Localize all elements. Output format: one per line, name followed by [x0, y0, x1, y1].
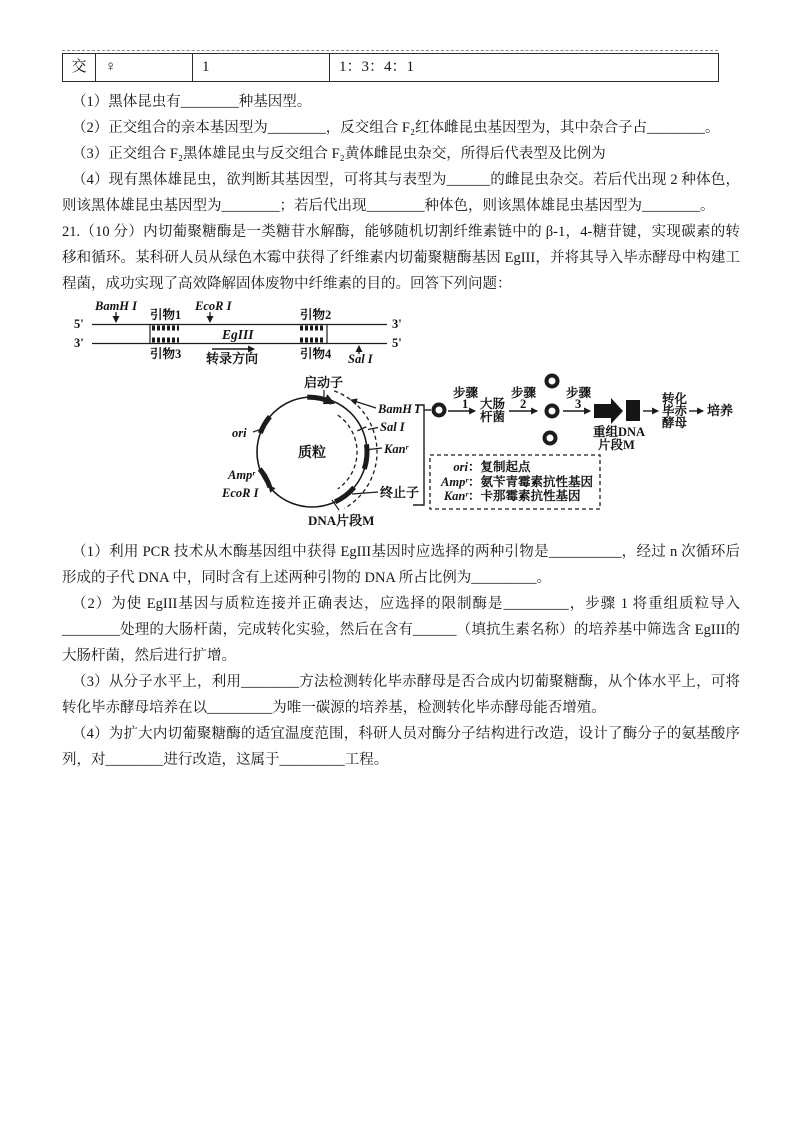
ori-arc	[260, 417, 270, 434]
transform-label-line1: 转化	[662, 392, 688, 406]
step2-number: 2	[520, 397, 527, 411]
bottom-left-3prime: 3'	[74, 336, 84, 350]
kan-leader	[369, 448, 382, 450]
amp-label: Ampʳ	[228, 468, 255, 482]
fragment-label: DNA片段M	[308, 513, 375, 528]
q20-item-4: （4）现有黑体雄昆虫，欲判断其基因型，可将其与表型为______的雌昆虫杂交。若后代出现 2 种体色，则该黑体雄昆虫基因型为________；若后代出现________种体色，则该黑体雄昆虫基因型为________。	[62, 172, 740, 214]
gene-engineering-diagram	[62, 297, 742, 539]
dna-template-group	[74, 299, 402, 366]
ecoli-label-line1: 大肠	[480, 397, 506, 411]
q21-item-2: （2）为使 EgIII基因与质粒连接并正确表达，应选择的限制酶是_________，步骤 1 将重组质粒导入________处理的大肠杆菌，完成转化实验，然后在含有______（填抗生素名称）的培养基中筛选含 EgIII的大肠杆菌，然后进行扩增。	[62, 596, 740, 664]
q21-figure	[62, 297, 742, 539]
transform-label-line3: 酵母	[662, 416, 688, 430]
step3-number: 3	[575, 397, 582, 411]
table-cell-ratio: 1：3：4：1	[330, 54, 719, 82]
legend-ori-desc: ：复制起点	[468, 460, 531, 474]
q21-item-1: （1）利用 PCR 技术从木酶基因组中获得 EgIII基因时应选择的两种引物是__________，经过 n 次循环后形成的子代 DNA 中，同时含有上述两种引物的 DNA 所占比例为_________。	[62, 544, 740, 586]
primer4-label: 引物4	[300, 347, 332, 361]
step3-label: 步骤	[566, 386, 592, 400]
ecoli-label-line2: 杆菌	[480, 410, 506, 424]
legend-amp-name: Ampʳ	[441, 475, 468, 489]
kan-label: Kanʳ	[384, 442, 409, 456]
bamhi-plasmid-label: BamH I	[378, 402, 421, 416]
terminator-arc	[335, 487, 354, 501]
terminator-label: 终止子	[380, 485, 420, 500]
q21-stem: 21.（10 分）内切葡聚糖酶是一类糖苷水解酶，能够随机切割纤维素链中的 β-1，4-糖苷键，实现碳素的转移和循环。某科研人员从绿色木霉中获得了纤维素内切葡聚糖酶基因 EgIII，并将其导入毕赤酵母中构建工程菌，成功实现了高效降解固体废物中纤维素的目的。回答下列问题：	[62, 224, 740, 292]
ecori-site-label: EcoR I	[195, 299, 232, 313]
q20-item-1: （1）黑体昆虫有________种基因型。	[72, 94, 312, 110]
bamhi-site-label: BamH I	[95, 299, 138, 313]
fragment-inner-dashed-arc	[338, 415, 357, 489]
plasmid-group	[221, 375, 421, 528]
primer1-label: 引物1	[150, 308, 182, 322]
ori-label: ori	[232, 426, 247, 440]
primer2-label: 引物2	[300, 308, 332, 322]
culture-label: 培养	[707, 403, 734, 418]
step1-number: 1	[462, 397, 469, 411]
promoter-label: 启动子	[304, 375, 344, 390]
ecori-plasmid-label: EcoR I	[222, 486, 259, 500]
step2-label: 步骤	[511, 386, 537, 400]
q20-item-3: （3）正交组合 F₂黑体雄昆虫与反交组合 F₂黄体雌昆虫杂交，所得后代表型及比例为	[72, 146, 606, 162]
cross-result-table	[62, 53, 719, 82]
table-cell-one: 1	[193, 54, 330, 82]
table-cell-female: ♀	[96, 54, 193, 82]
page-content	[62, 50, 740, 773]
transcription-direction-label: 转录方向	[206, 351, 259, 366]
recombinant-label-line1: 重组DNA	[593, 425, 646, 439]
primer3-label: 引物3	[150, 347, 182, 361]
table-row	[63, 54, 719, 82]
ecori-plasmid-leader	[269, 486, 276, 494]
transform-label-line2: 毕赤	[662, 404, 688, 418]
plasmid-ring-middle	[547, 406, 558, 417]
legend-amp-desc: ：氨苄青霉素抗性基因	[468, 475, 594, 489]
q21-item-4: （4）为扩大内切葡聚糖酶的适宜温度范围，科研人员对酶分子结构进行改造，设计了酶分子的氨基酸序列，对________进行改造，这属于_________工程。	[62, 726, 740, 768]
sali-plasmid-label: Sal I	[380, 420, 405, 434]
recombinant-plasmid-ring	[434, 405, 445, 416]
recombinant-label-line2: 片段M	[598, 438, 635, 452]
top-left-5prime: 5'	[74, 317, 84, 331]
plasmid-label: 质粒	[298, 446, 326, 461]
table-top-remnant-line	[62, 50, 718, 51]
recombinant-fragment-arrow-icon	[594, 398, 623, 424]
legend-kan-desc: ：卡那霉素抗性基因	[468, 489, 581, 503]
legend-kan-name: Kanʳ	[443, 489, 468, 503]
plasmid-ring-bottom	[545, 433, 556, 444]
q21-item-3: （3）从分子水平上，利用________方法检测转化毕赤酵母是否合成内切葡聚糖酶，从个体水平上，可将转化毕赤酵母培养在以_________为唯一碳源的培养基，检测转化毕赤酵母能否增殖。	[62, 674, 740, 716]
plasmid-ring-top	[547, 376, 558, 387]
sali-site-label: Sal I	[348, 352, 373, 366]
egiii-gene-label: EgIII	[222, 327, 254, 342]
legend-group	[430, 455, 600, 509]
step1-label: 步骤	[453, 386, 479, 400]
terminator-leader	[352, 492, 378, 494]
bamhi-plasmid-leader	[351, 400, 376, 408]
promoter-arc	[307, 397, 332, 402]
top-right-3prime: 3'	[392, 317, 402, 331]
bottom-right-5prime: 5'	[392, 336, 402, 350]
q20-item-2: （2）正交组合的亲本基因型为________，反交组合 F₂红体雌昆虫基因型为，其中杂合子占________。	[72, 120, 720, 136]
table-cell-cross: 交	[63, 54, 96, 82]
recombinant-fragment-block-icon	[626, 400, 640, 421]
legend-ori-name: ori	[453, 460, 468, 474]
